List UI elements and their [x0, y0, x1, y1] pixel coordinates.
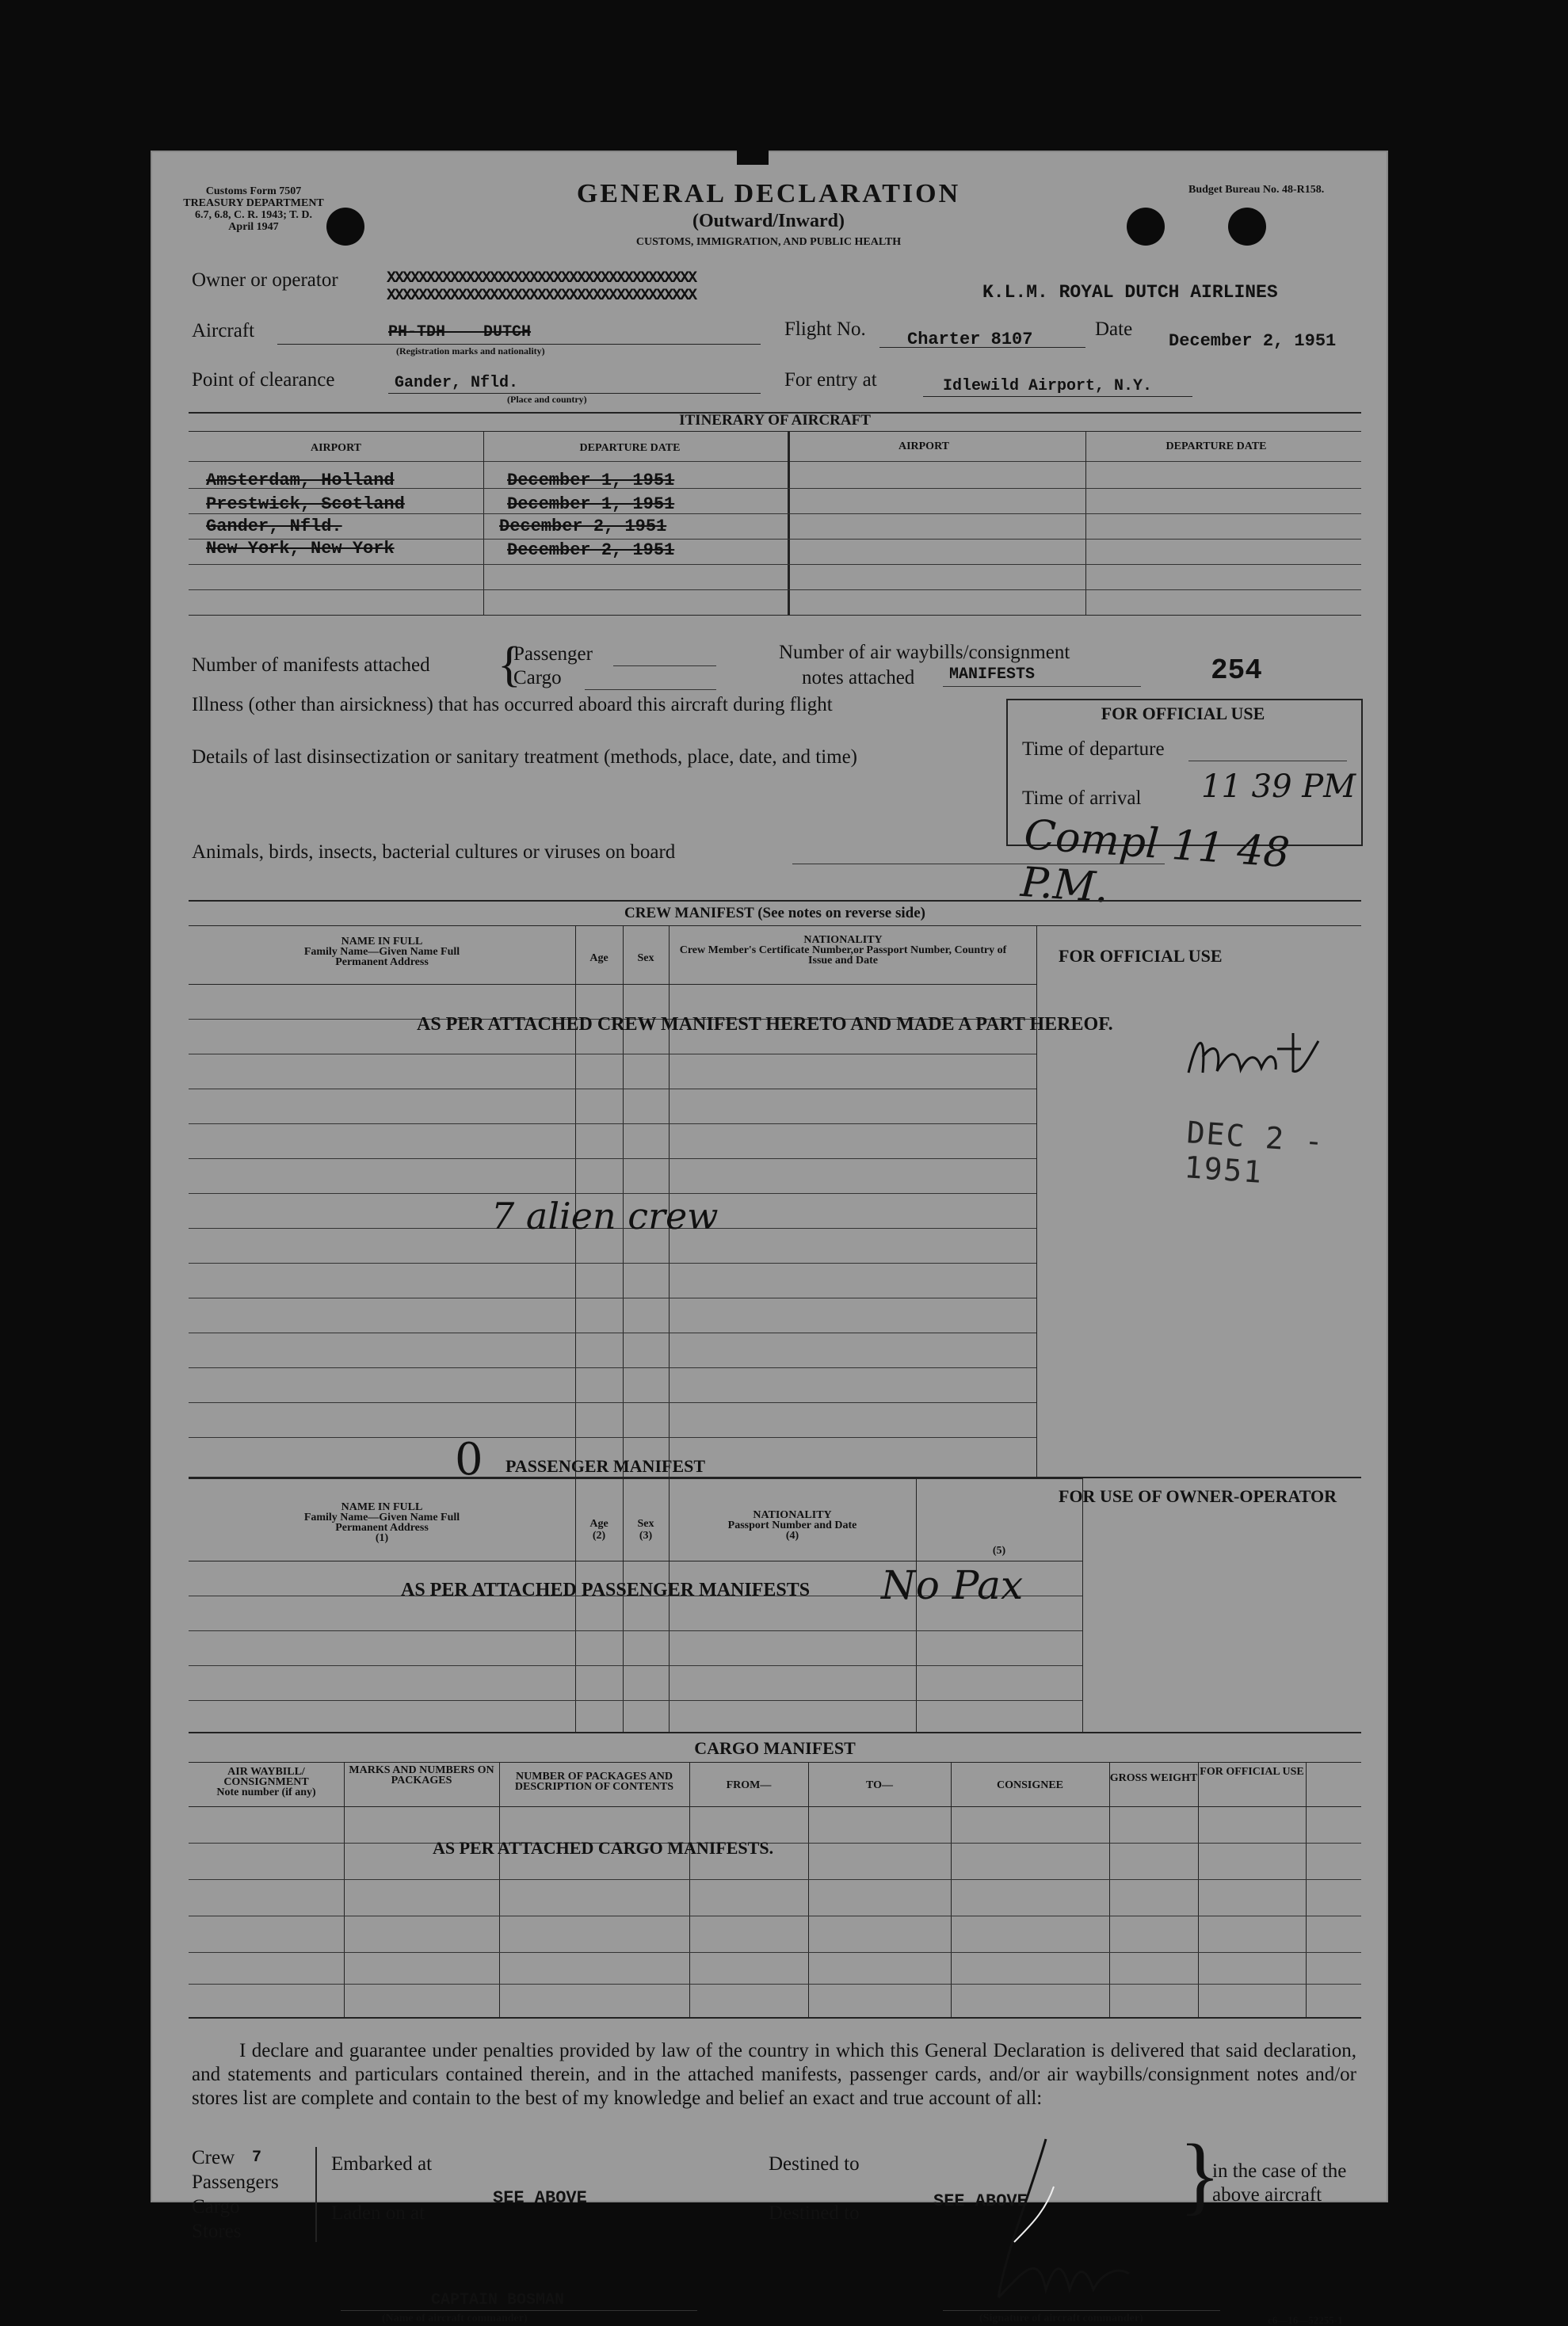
- crew-col-nationality: NATIONALITY Crew Member's Certificate Number,or Passport Number, Country of Issue and Date: [679, 934, 1007, 967]
- crew-col-sex: Sex: [637, 952, 654, 964]
- crew-alien-note: 7 alien crew: [491, 1195, 719, 1237]
- crew-title-line: [189, 925, 1361, 926]
- itinerary-col-line: [483, 431, 484, 615]
- date-stamp: DEC 2 - 1951: [1183, 1115, 1326, 1190]
- cargo-bottom: [189, 2017, 1361, 2019]
- aircraft-line: [277, 344, 761, 345]
- aircraft-label: Aircraft: [192, 320, 255, 341]
- itinerary-row-line: [189, 564, 1361, 565]
- aircraft-caption: (Registration marks and nationality): [396, 345, 545, 357]
- passenger-col-name: NAME IN FULL Family Name—Given Name Full Permanent Address (1): [303, 1501, 460, 1544]
- owner-struck-1: XXXXXXXXXXXXXXXXXXXXXXXXXXXXXXXXXXXXXXX: [387, 269, 696, 288]
- cargo-title-line: [189, 1762, 1361, 1763]
- crew-count: 7: [252, 2149, 262, 2167]
- cargo-top: [189, 1732, 1361, 1733]
- punch-hole: [1127, 208, 1165, 246]
- signature-caption: (Signature of aircraft commander): [979, 2313, 1143, 2324]
- destined-label-2: Destined to: [769, 2202, 860, 2224]
- crew-col-name: NAME IN FULL Family Name—Given Name Full Permanent Address: [303, 936, 460, 968]
- crew-row-line: [189, 1437, 1036, 1438]
- manifests-label: Number of manifests attached: [192, 654, 430, 676]
- entry-line: [923, 396, 1192, 397]
- cargo-col-weight: GROSS WEIGHT: [1109, 1772, 1198, 1784]
- crew-top: [189, 900, 1361, 902]
- aircraft-brace: }: [1179, 2126, 1221, 2223]
- passenger-col-nationality: NATIONALITY Passport Number and Date (4): [727, 1509, 857, 1542]
- cargo-col-consignee: CONSIGNEE: [996, 1779, 1064, 1791]
- arrival-value: 11 39 PM: [1201, 768, 1356, 805]
- waybill-label: Number of air waybills/consignment: [779, 642, 1070, 663]
- cargo-row-line: [189, 1879, 1361, 1880]
- disinsect-label: Details of last disinsectization or sanitary treatment (methods, place, date, and time): [192, 746, 858, 768]
- passenger-col-line: [669, 1478, 670, 1732]
- itinerary-col-line: [1085, 431, 1086, 615]
- top-notch: [737, 151, 769, 165]
- crew-title: CREW MANIFEST (See notes on reverse side): [624, 905, 925, 921]
- itinerary-col-airport-2: AIRPORT: [898, 440, 950, 452]
- cargo-col-from: FROM—: [726, 1779, 772, 1791]
- itinerary-col-line: [788, 431, 790, 615]
- cargo-col-line: [499, 1762, 500, 2017]
- itinerary-title-line: [189, 431, 1361, 432]
- itinerary-date: December 1, 1951: [507, 471, 675, 490]
- crew-col-line: [1036, 925, 1037, 1477]
- owner-value: K.L.M. ROYAL DUTCH AIRLINES: [982, 282, 1278, 303]
- cargo-col-marks: MARKS AND NUMBERS ON PACKAGES: [349, 1764, 494, 1786]
- cargo-count-line: [585, 689, 716, 690]
- animals-label: Animals, birds, insects, bacterial cultures or viruses on board: [192, 841, 676, 863]
- embarked-value: SEE ABOVE: [493, 2188, 587, 2208]
- entry-value: Idlewild Airport, N.Y.: [943, 377, 1153, 395]
- cargo-col-line: [689, 1762, 690, 2017]
- cargo-row-line: [189, 1984, 1361, 1985]
- itinerary-airport: Amsterdam, Holland: [206, 471, 395, 490]
- cargo-col-line: [1109, 1762, 1110, 2017]
- crew-row-line: [189, 1402, 1036, 1403]
- crew-row-line: [189, 1193, 1036, 1194]
- passenger-title: PASSENGER MANIFEST: [505, 1456, 706, 1476]
- itinerary-airport: Gander, Nfld.: [206, 517, 342, 536]
- time-departure-label: Time of departure: [1022, 738, 1165, 760]
- crew-col-age: Age: [589, 952, 609, 964]
- punch-hole: [1228, 208, 1266, 246]
- owner-label: Owner or operator: [192, 269, 338, 291]
- cargo-title: CARGO MANIFEST: [694, 1738, 856, 1758]
- itinerary-header-line: [189, 461, 1361, 462]
- cargo-row-line: [189, 1952, 1361, 1953]
- date-value: December 2, 1951: [1169, 331, 1337, 351]
- form-title: GENERAL DECLARATION: [576, 179, 961, 208]
- category-bracket: [315, 2147, 317, 2242]
- itinerary-col-departure-2: DEPARTURE DATE: [1166, 440, 1267, 452]
- captain-caption: (Name of aircraft commander): [382, 2313, 528, 2324]
- cargo-col-line: [951, 1762, 952, 2017]
- laden-label: Laden on at: [331, 2202, 425, 2224]
- signature-line: [943, 2310, 1220, 2311]
- declaration-text: I declare and guarantee under penalties provided by law of the country in which this General Declaration is delivered that said declaration, and statements and particulars contained therein, and in the attached manifests, passenger cards, and/or air waybills/consignment notes and/or stores list are complete and contain to the best of my knowledge and belief an exact and true account of all:: [192, 2040, 1356, 2109]
- waybill-count: 254: [1211, 654, 1262, 687]
- captain-line: [341, 2310, 697, 2311]
- itinerary-date: December 2, 1951: [507, 540, 675, 560]
- cargo-col-waybill: AIR WAYBILL/ CONSIGNMENT Note number (if any): [216, 1766, 316, 1798]
- passenger-count-line: [613, 665, 716, 666]
- aircraft-value: PH-TDH DUTCH: [388, 323, 532, 341]
- manifests-passenger: Passenger: [513, 643, 593, 665]
- passenger-col-age: Age (2): [589, 1518, 609, 1542]
- passenger-row-line: [189, 1665, 1082, 1666]
- embarked-label: Embarked at: [331, 2153, 433, 2175]
- form-number-block: Customs Form 7507 TREASURY DEPARTMENT 6.7, 6.8, C. R. 1943; T. D. April 1947: [183, 185, 324, 233]
- passenger-col-sex: Sex (3): [637, 1518, 654, 1542]
- passenger-count: 0: [455, 1434, 483, 1485]
- passenger-row-line: [189, 1700, 1082, 1701]
- time-arrival-label: Time of arrival: [1022, 787, 1142, 809]
- crew-row-line: [189, 1158, 1036, 1159]
- clearance-value: Gander, Nfld.: [395, 374, 519, 392]
- declaration-categories: Crew Passengers Cargo Stores: [192, 2147, 279, 2242]
- itinerary-bottom: [189, 615, 1361, 616]
- passenger-col-line: [623, 1478, 624, 1732]
- itinerary-title: ITINERARY OF AIRCRAFT: [679, 412, 871, 429]
- print-code: c6—16—52255-1: [1268, 2314, 1343, 2326]
- cargo-col-to: TO—: [866, 1779, 893, 1791]
- flight-line: [879, 347, 1085, 348]
- waybill-value: MANIFESTS: [949, 665, 1036, 684]
- passenger-col-5: (5): [992, 1545, 1006, 1557]
- clearance-caption: (Place and country): [507, 394, 587, 405]
- official-signature: [1182, 1025, 1325, 1089]
- cargo-header-line: [189, 1806, 1361, 1807]
- clearance-label: Point of clearance: [192, 369, 335, 391]
- manifests-brace: {: [498, 638, 521, 692]
- crew-row-line: [189, 1123, 1036, 1124]
- official-use-title: FOR OFFICIAL USE: [1101, 704, 1265, 723]
- passenger-col-line: [575, 1478, 576, 1732]
- declaration-form: [151, 151, 1388, 2326]
- itinerary-airport: New York, New York: [206, 539, 395, 559]
- crew-row-line: [189, 1263, 1036, 1264]
- passenger-title-line: [189, 1478, 1082, 1479]
- form-subtitle-2: CUSTOMS, IMMIGRATION, AND PUBLIC HEALTH: [635, 236, 902, 248]
- destined-label-1: Destined to: [769, 2153, 860, 2175]
- cargo-col-line: [344, 1762, 345, 2017]
- itinerary-date: December 1, 1951: [507, 494, 675, 514]
- crew-row-line: [189, 1367, 1036, 1368]
- cargo-col-line: [1198, 1762, 1199, 2017]
- illness-label: Illness (other than airsickness) that has occurred aboard this aircraft during flight: [192, 694, 833, 715]
- itinerary-col-departure: DEPARTURE DATE: [579, 442, 681, 454]
- passenger-col-line: [1082, 1478, 1083, 1732]
- passenger-note: AS PER ATTACHED PASSENGER MANIFESTS: [401, 1580, 811, 1600]
- itinerary-col-airport: AIRPORT: [310, 442, 362, 454]
- cargo-col-packages: NUMBER OF PACKAGES AND DESCRIPTION OF CONTENTS: [514, 1771, 674, 1793]
- no-pax-note: No Pax: [881, 1562, 1024, 1608]
- form-subtitle: (Outward/Inward): [692, 211, 845, 231]
- itinerary-date: December 2, 1951: [499, 517, 667, 536]
- cargo-note: AS PER ATTACHED CARGO MANIFESTS.: [433, 1838, 774, 1858]
- owner-struck-2: XXXXXXXXXXXXXXXXXXXXXXXXXXXXXXXXXXXXXXX: [387, 287, 696, 305]
- flight-label: Flight No.: [784, 318, 866, 340]
- crew-header-line: [189, 984, 1036, 985]
- passenger-row-line: [189, 1630, 1082, 1631]
- incase-label: in the case of the above aircraft: [1212, 2160, 1347, 2206]
- budget-number: Budget Bureau No. 48-R158.: [1188, 184, 1325, 196]
- date-label: Date: [1095, 318, 1133, 340]
- crew-col-official: FOR OFFICIAL USE: [1059, 946, 1223, 966]
- cargo-col-official: FOR OFFICIAL USE: [1200, 1766, 1304, 1778]
- manifests-cargo: Cargo: [513, 667, 562, 688]
- waybill-label-2: notes attached: [802, 667, 915, 688]
- cargo-row-line: [189, 1843, 1361, 1844]
- flight-value: Charter 8107: [907, 330, 1033, 349]
- itinerary-airport: Prestwick, Scotland: [206, 494, 405, 514]
- cargo-col-line: [808, 1762, 809, 2017]
- crew-note: AS PER ATTACHED CREW MANIFEST HERETO AND MADE A PART HEREOF.: [417, 1014, 1113, 1035]
- cargo-col-line: [1306, 1762, 1307, 2017]
- waybill-line: [943, 686, 1141, 687]
- completed-note: Compl 11 48 P.M.: [1019, 811, 1291, 913]
- captain-name: CAPTAIN BOSMAN: [431, 2291, 565, 2309]
- commander-signature: [959, 2131, 1149, 2313]
- owner-use-label: FOR USE OF OWNER-OPERATOR: [1059, 1486, 1337, 1506]
- itinerary-row-line: [189, 589, 1361, 590]
- destined-value: SEE ABOVE: [933, 2191, 1028, 2211]
- entry-label: For entry at: [784, 369, 877, 391]
